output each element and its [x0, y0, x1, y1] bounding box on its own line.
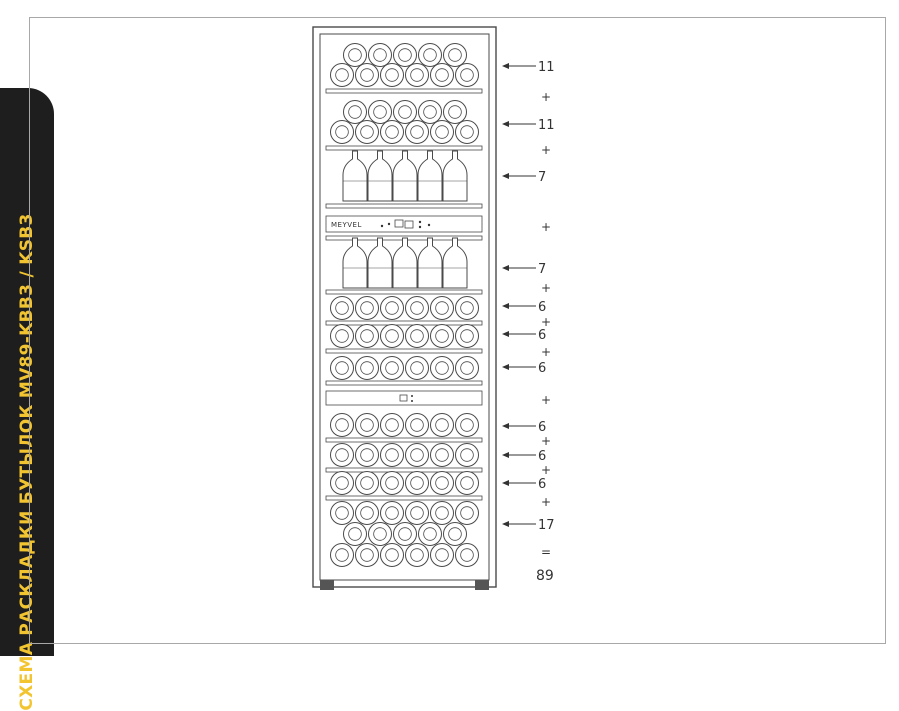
bottle-end: [356, 357, 379, 380]
bottle-end: [331, 502, 354, 525]
bottle-end: [431, 444, 454, 467]
arrow-head: [502, 521, 509, 527]
bottle-count-labels: [502, 60, 555, 584]
bottle-count: 6: [538, 449, 547, 464]
bottle-end: [406, 444, 429, 467]
bottle-end: [456, 544, 479, 567]
wine-cabinet: [313, 27, 496, 590]
bottle-count: 17: [538, 518, 555, 533]
bottle-end: [331, 544, 354, 567]
bottle-end: [394, 44, 417, 67]
bottle-end: [369, 44, 392, 67]
shelf-rail: [326, 89, 482, 93]
bottle-end: [356, 297, 379, 320]
bottle-end: [444, 44, 467, 67]
bottle-count: 7: [538, 262, 547, 277]
bottle-end: [381, 121, 404, 144]
bottle-end: [431, 325, 454, 348]
secondary-display: [326, 391, 482, 405]
bottle-end: [331, 325, 354, 348]
arrow-head: [502, 480, 509, 486]
bottle-end: [331, 357, 354, 380]
bottle-end: [431, 121, 454, 144]
bottle-end: [456, 64, 479, 87]
bottle-end: [331, 297, 354, 320]
bottle-end: [356, 444, 379, 467]
bottle-end: [456, 121, 479, 144]
plus-sign: +: [541, 220, 552, 234]
bottle-end: [431, 64, 454, 87]
bottle-end: [406, 357, 429, 380]
bottle-end: [431, 357, 454, 380]
bottle-end: [344, 101, 367, 124]
bottle-end: [331, 472, 354, 495]
cabinet-foot-left: [320, 580, 334, 590]
shelf-rail: [326, 290, 482, 294]
bottle-end: [356, 544, 379, 567]
arrow-head: [502, 364, 509, 370]
bottle-end: [456, 472, 479, 495]
equals-sign: =: [541, 545, 552, 559]
bottle-end: [406, 414, 429, 437]
bottle-end: [406, 297, 429, 320]
bottle-end: [431, 472, 454, 495]
bottle-end: [356, 325, 379, 348]
bottle-end: [381, 444, 404, 467]
bottle-count: 7: [538, 170, 547, 185]
shelf-rail: [326, 204, 482, 208]
bottle-end: [431, 502, 454, 525]
bottle-end: [356, 414, 379, 437]
arrow-head: [502, 265, 509, 271]
bottle-count: 6: [538, 300, 547, 315]
shelf-rail: [326, 468, 482, 472]
bottle-end: [381, 414, 404, 437]
control-button: [411, 395, 413, 397]
bottle-count: 6: [538, 420, 547, 435]
bottle-end: [456, 444, 479, 467]
shelf-rail: [326, 349, 482, 353]
bottle-end: [381, 64, 404, 87]
arrow-head: [502, 173, 509, 179]
cabinet-foot-right: [475, 580, 489, 590]
bottle-end: [419, 523, 442, 546]
bottle-end: [381, 472, 404, 495]
bottle-end: [431, 414, 454, 437]
bottle-end: [381, 357, 404, 380]
bottle-end: [381, 325, 404, 348]
bottle-end: [419, 44, 442, 67]
arrow-head: [502, 303, 509, 309]
shelf-rail: [326, 438, 482, 442]
bottle-end: [406, 544, 429, 567]
bottle-end: [356, 502, 379, 525]
bottle-end: [406, 472, 429, 495]
bottle-end: [344, 44, 367, 67]
bottle-count: 11: [538, 60, 555, 75]
bottle-end: [331, 444, 354, 467]
bottle-end: [456, 357, 479, 380]
bottle-end: [406, 121, 429, 144]
bottle-end: [406, 64, 429, 87]
bottle-end: [406, 325, 429, 348]
bottle-end: [381, 502, 404, 525]
control-button: [388, 223, 390, 225]
plus-sign: +: [541, 463, 552, 477]
bottle-end: [456, 325, 479, 348]
arrow-head: [502, 121, 509, 127]
side-title: СХЕМА РАСКЛАДКИ БУТЫЛОК MV89-KBB3 / KSB3: [17, 213, 37, 711]
bottle-end: [356, 121, 379, 144]
control-button: [411, 400, 413, 402]
plus-sign: +: [541, 90, 552, 104]
bottle-end: [456, 502, 479, 525]
arrow-head: [502, 63, 509, 69]
bottle-end: [431, 297, 454, 320]
plus-sign: +: [541, 393, 552, 407]
plus-sign: +: [541, 315, 552, 329]
shelf-rail: [326, 146, 482, 150]
shelf-rail: [326, 496, 482, 500]
arrow-head: [502, 331, 509, 337]
bottle-end: [344, 523, 367, 546]
bottle-count: 6: [538, 361, 547, 376]
arrow-head: [502, 452, 509, 458]
control-button: [419, 221, 421, 223]
arrow-head: [502, 423, 509, 429]
plus-sign: +: [541, 345, 552, 359]
bottle-end: [381, 297, 404, 320]
bottle-count: 6: [538, 328, 547, 343]
bottle-end: [444, 523, 467, 546]
bottle-end: [356, 64, 379, 87]
total-count: 89: [536, 568, 554, 584]
bottle-end: [381, 544, 404, 567]
bottle-end: [406, 502, 429, 525]
plus-sign: +: [541, 143, 552, 157]
control-button: [428, 224, 430, 226]
bottle-end: [419, 101, 442, 124]
bottle-end: [456, 297, 479, 320]
bottle-end: [394, 101, 417, 124]
shelf-rail: [326, 381, 482, 385]
brand-logo: MEYVEL: [331, 221, 362, 229]
bottle-end: [456, 414, 479, 437]
control-button: [381, 225, 383, 227]
bottle-end: [444, 101, 467, 124]
shelf-rail: [326, 321, 482, 325]
bottle-end: [431, 544, 454, 567]
plus-sign: +: [541, 495, 552, 509]
bottle-end: [394, 523, 417, 546]
bottle-end: [331, 414, 354, 437]
bottle-end: [369, 523, 392, 546]
plus-sign: +: [541, 434, 552, 448]
plus-sign: +: [541, 281, 552, 295]
bottle-end: [369, 101, 392, 124]
bottle-end: [331, 64, 354, 87]
bottle-count: 6: [538, 477, 547, 492]
control-button: [419, 226, 421, 228]
bottle-count: 11: [538, 118, 555, 133]
bottle-end: [331, 121, 354, 144]
bottle-end: [356, 472, 379, 495]
